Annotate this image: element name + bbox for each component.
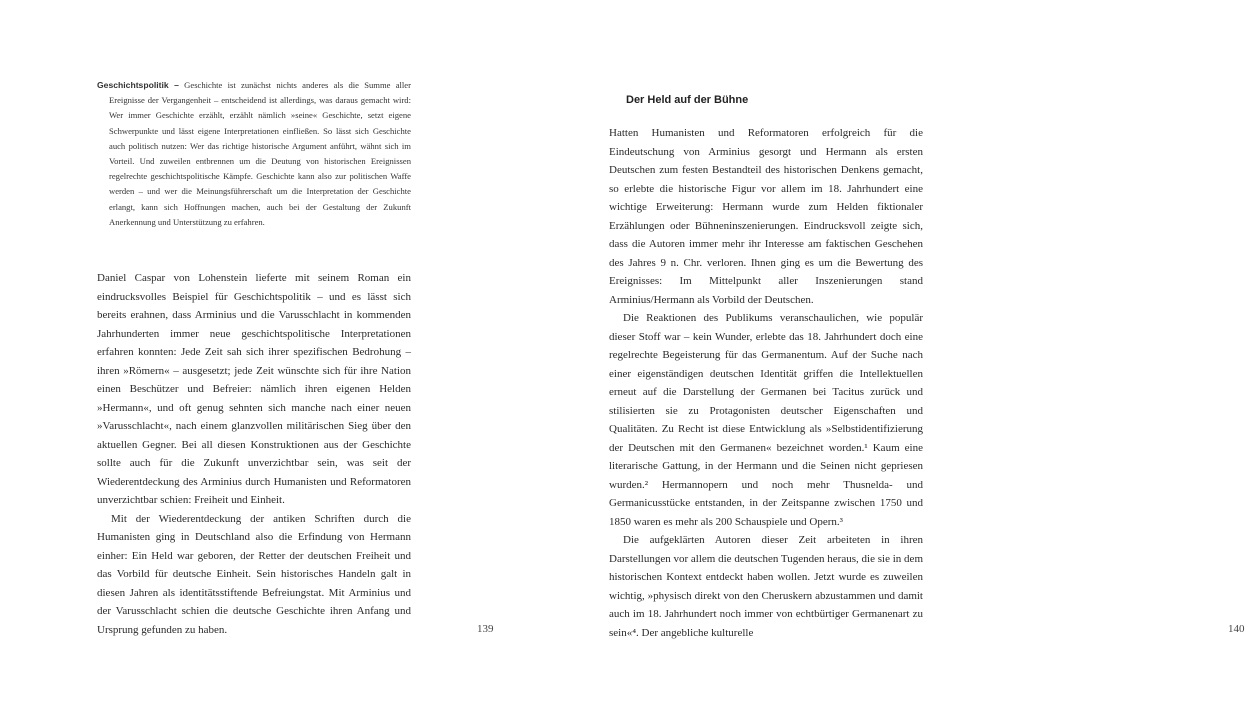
paragraph: Daniel Caspar von Lohenstein lieferte mit seinem Roman ein eindrucksvolles Beispiel für Geschichtspolitik – und es lässt sich bereits erahnen, dass Arminius und die Varusschlacht in kommenden Jahrhunderten immer neue geschichtspolitische Interpretationen erfahren konnten: Jede Zeit sah sich ihrer spezifischen Bedrohung – ihren »Römern« – ausgesetzt; jede Zeit wünschte sich für ihre Nation einen Beschützer und Befreier: nämlich ihren eigenen Helden »Hermann«, und oft genug sehnten sich manche nach einer neuen »Varusschlacht«, nach einem glanzvollen militärischen Sieg über den aktuellen Gegner. Bei all diesen Konstruktionen aus der Geschichte sollte auch für die Zukunft unverzichtbar sein, was seit der Wiederentdeckung des Arminius durch Humanisten und Reformatoren unverzichtbar schien: Freiheit und Einheit. — [97, 272, 411, 506]
section-heading: Der Held auf der Bühne — [626, 94, 749, 106]
paragraph: Die aufgeklärten Autoren dieser Zeit arbeiteten in ihren Darstellungen vor allem die deutschen Tugenden heraus, die sie in dem historischen Kontext entdeckt haben wollen. Jetzt wurde es zuweilen wichtig, »physisch direkt von den Cheruskern abzustammen und damit auch im 18. Jahrhundert noch immer von echtbürtiger Germanenart zu sein«⁴. Der angebliche kulturelle — [609, 534, 923, 639]
paragraph: Hatten Humanisten und Reformatoren erfolgreich für die Eindeutschung von Arminius gesorgt und Hermann als ersten Deutschen zum festen Bestandteil des historischen Denkens gemacht, so erlebte die historische Figur vor allem im 18. Jahrhundert eine wichtige Erweiterung: Hermann wurde zum Helden fiktionaler Erzählungen oder Bühneninszenierungen. Eindrucksvoll zeigte sich, dass die Autoren immer mehr ihr Interesse am faktischen Geschehen des Jahres 9 n. Chr. verloren. Ihnen ging es um die Bewertung des Ereignisses: Im Mittelpunkt aller Inszenierungen stand Arminius/Hermann als Vorbild der Deutschen. — [609, 127, 923, 306]
page-number-left: 139 — [477, 623, 494, 635]
glossary-box — [97, 78, 411, 230]
left-body-text — [97, 269, 411, 639]
paragraph: Mit der Wiederentdeckung der antiken Schriften durch die Humanisten ging in Deutschland also die Erfindung von Hermann einher: Ein Held war geboren, der Retter der deutschen Freiheit und das Vorbild für deutsche Einheit. Sein historisches Handeln galt in diesen Jahren als identitätsstiftende Befreiungstat. Mit Arminius und der Varusschlacht schien die deutsche Geschichte ihren Anfang und Ursprung gefunden zu haben. — [97, 512, 411, 636]
glossary-entry — [97, 78, 411, 230]
glossary-term: Geschichtspolitik – — [97, 80, 179, 90]
paragraph: Die Reaktionen des Publikums veranschaulichen, wie populär dieser Stoff war – kein Wunder, erlebte das 18. Jahrhundert doch eine regelrechte Begeisterung für das Germanentum. Auf der Suche nach einer eigenständigen deutschen Identität griffen die Intellektuellen erneut auf die Darstellung der Germanen bei Tacitus zurück und stilisierten sie zu Protagonisten deutscher Eigenschaften und Qualitäten. Zu Recht ist diese Entwicklung als »Selbstidentifizierung der Deutschen mit den Germanen« bezeichnet worden.¹ Kaum eine literarische Gattung, in der Hermann und die Seinen nicht gepriesen wurden.² Hermannopern und noch mehr Thusnelda- und Germanicusstücke entstanden, in der Zeitspanne zwischen 1750 und 1850 waren es mehr als 200 Schauspiele und Opern.³ — [609, 312, 923, 528]
glossary-text: Geschichte ist zunächst nichts anderes als die Summe aller Ereignisse der Vergangenheit – entscheidend ist allerdings, was daraus gemacht wird: Wer immer Geschichte erzählt, erzählt nämlich »seine« Geschichte, setzt eigene Schwerpunkte und lässt eigene Interpretationen einfließen. So lässt sich Geschichte auch politisch nutzen: Wer das richtige historische Argument anführt, wähnt sich im Vorteil. Und zuweilen entbrennen um die Deutung von historischen Ereignissen regelrechte geschichtspolitische Kämpfe. Geschichte kann also zur politischen Waffe werden – und wer die Meinungsführerschaft um die Interpretation der Geschichte erlangt, kann sich Hoffnungen machen, auch bei der Gestaltung der Zukunft Anerkennung und Unterstützung zu erfahren. — [109, 80, 411, 227]
right-body-text — [609, 124, 923, 642]
page-number-right: 140 — [1228, 623, 1245, 635]
